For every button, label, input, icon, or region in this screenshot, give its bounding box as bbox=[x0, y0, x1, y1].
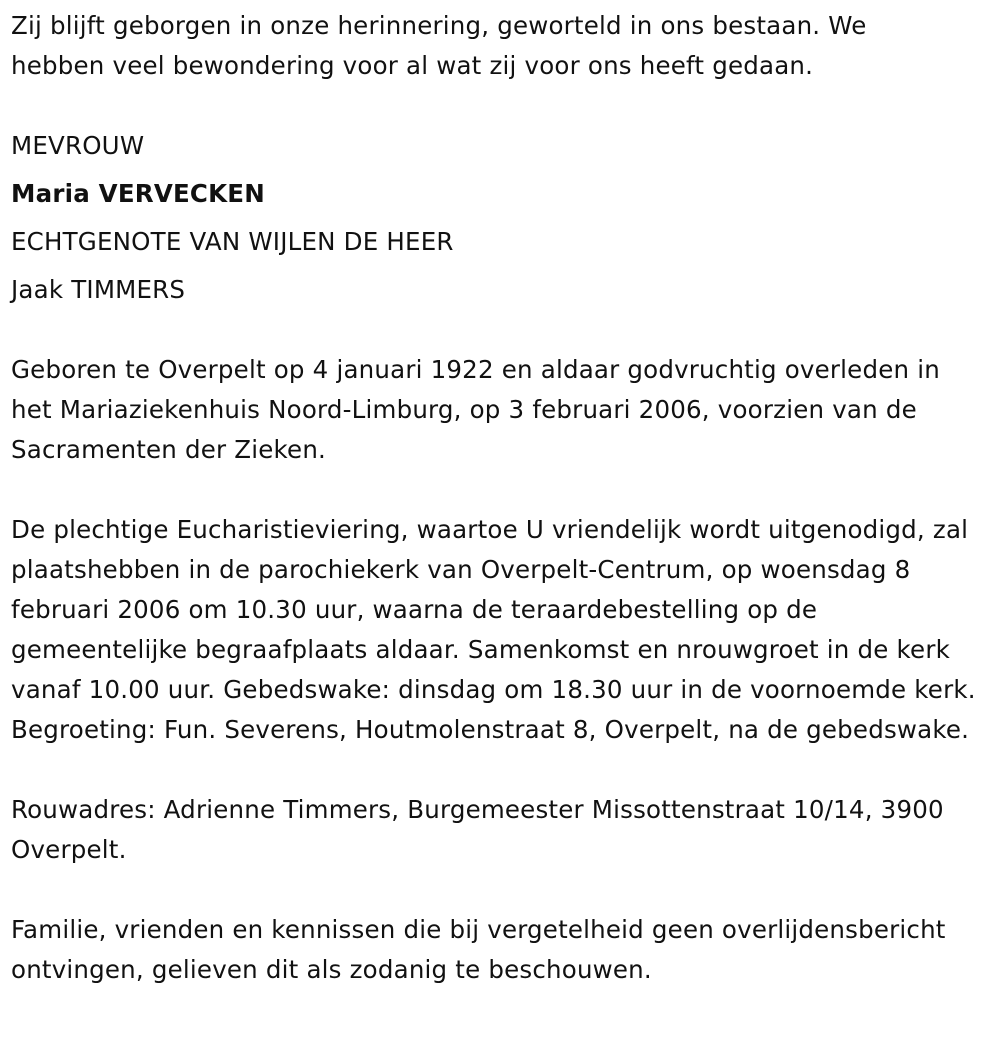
spacer bbox=[11, 470, 996, 510]
obituary-document bbox=[11, 6, 996, 990]
birth-death-paragraph: Geboren te Overpelt op 4 januari 1922 en aldaar godvruchtig overleden in het Mariaziekenhuis Noord-Limburg, op 3 februari 2006, voorzien van de Sacramenten der Zieken. bbox=[11, 355, 940, 464]
spacer bbox=[11, 86, 996, 126]
spacer bbox=[11, 870, 996, 910]
closing-paragraph: Familie, vrienden en kennissen die bij vergetelheid geen overlijdensbericht ontvingen, gelieven dit als zodanig te beschouwen. bbox=[11, 915, 946, 984]
deceased-header bbox=[11, 126, 996, 310]
address-paragraph: Rouwadres: Adrienne Timmers, Burgemeester Missottenstraat 10/14, 3900 Overpelt. bbox=[11, 795, 944, 864]
relation-line: ECHTGENOTE VAN WIJLEN DE HEER bbox=[11, 227, 454, 256]
spacer bbox=[11, 750, 996, 790]
spacer bbox=[11, 310, 996, 350]
title-prefix: MEVROUW bbox=[11, 131, 145, 160]
ceremony-paragraph: De plechtige Eucharistieviering, waartoe U vriendelijk wordt uitgenodigd, zal plaatshebben in de parochiekerk van Overpelt-Centrum, op woensdag 8 februari 2006 om 10.30 uur, waarna de teraardebestelling op de gemeentelijke begraafplaats aldaar. Samenkomst en nrouwgroet in de kerk vanaf 10.00 uur. Gebedswake: dinsdag om 18.30 uur in de voornoemde kerk. Begroeting: Fun. Severens, Houtmolenstraat 8, Overpelt, na de gebedswake. bbox=[11, 515, 976, 744]
deceased-name: Maria VERVECKEN bbox=[11, 179, 265, 208]
spouse-name: Jaak TIMMERS bbox=[11, 275, 186, 304]
intro-paragraph: Zij blijft geborgen in onze herinnering, geworteld in ons bestaan. We hebben veel bewondering voor al wat zij voor ons heeft gedaan. bbox=[11, 11, 867, 80]
